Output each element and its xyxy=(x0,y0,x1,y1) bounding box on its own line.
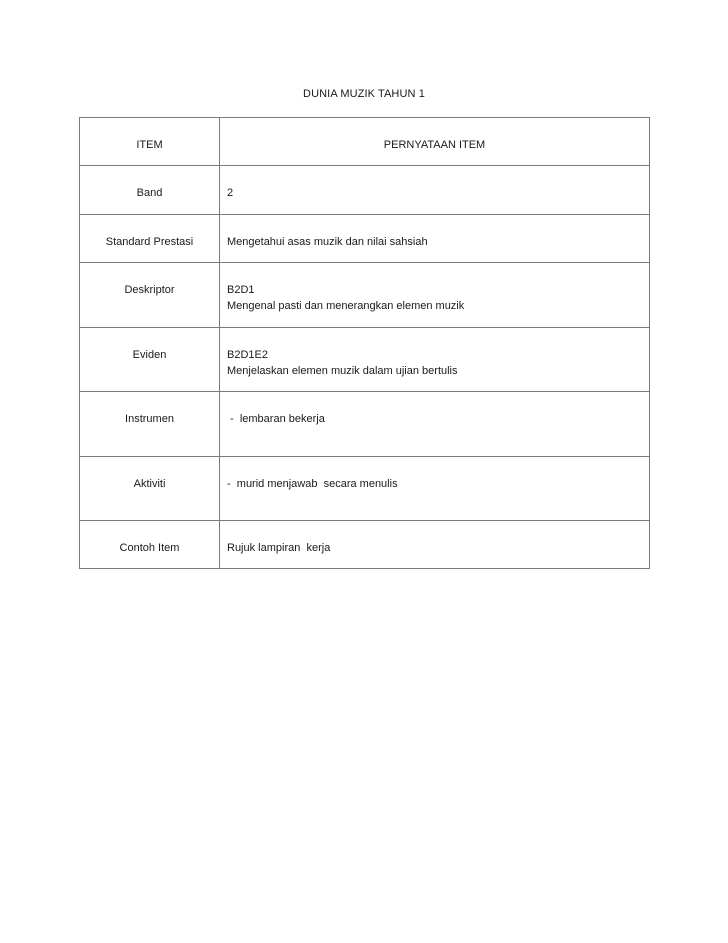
table-row xyxy=(80,328,650,392)
document-title: DUNIA MUZIK TAHUN 1 xyxy=(303,88,425,100)
header-pernyataan-label: PERNYATAAN ITEM xyxy=(383,139,486,151)
row-label-cell xyxy=(80,521,220,569)
row-value-line: Menjelaskan elemen muzik dalam ujian bertulis xyxy=(227,365,458,377)
row-label-cell xyxy=(80,392,220,457)
row-value-line: Rujuk lampiran kerja xyxy=(227,542,331,554)
row-label: Standard Prestasi xyxy=(105,236,194,248)
row-value-line: - lembaran bekerja xyxy=(227,413,325,425)
row-value-line: Mengenal pasti dan menerangkan elemen muzik xyxy=(227,300,465,312)
table-row xyxy=(80,457,650,521)
item-table xyxy=(79,117,650,569)
table-row xyxy=(80,263,650,328)
table-row xyxy=(80,521,650,569)
row-value-line: B2D1 xyxy=(227,284,255,296)
row-label-cell xyxy=(80,457,220,521)
row-value-cell xyxy=(220,215,650,263)
row-value-line: - murid menjawab secara menulis xyxy=(227,478,398,490)
row-value-line: Mengetahui asas muzik dan nilai sahsiah xyxy=(227,236,428,248)
row-value-cell xyxy=(220,521,650,569)
row-label: Band xyxy=(136,187,163,199)
table-row xyxy=(80,166,650,215)
row-value-cell xyxy=(220,392,650,457)
row-value-cell xyxy=(220,166,650,215)
row-value-cell xyxy=(220,263,650,328)
row-label-cell xyxy=(80,215,220,263)
row-value-line: B2D1E2 xyxy=(227,349,268,361)
row-label: Deskriptor xyxy=(124,284,175,296)
table-row xyxy=(80,215,650,263)
row-label-cell xyxy=(80,263,220,328)
row-label-cell xyxy=(80,328,220,392)
header-item-label: ITEM xyxy=(136,139,163,151)
row-label: Aktiviti xyxy=(133,478,166,490)
row-value-cell xyxy=(220,328,650,392)
row-value-line: 2 xyxy=(227,187,234,199)
row-label: Eviden xyxy=(132,349,167,361)
header-cell-pernyataan xyxy=(220,118,650,166)
table-row xyxy=(80,392,650,457)
header-cell-item xyxy=(80,118,220,166)
table-header-row xyxy=(80,118,650,166)
row-label-cell xyxy=(80,166,220,215)
row-label: Instrumen xyxy=(125,413,174,425)
row-value-cell xyxy=(220,457,650,521)
row-label: Contoh Item xyxy=(119,542,180,554)
